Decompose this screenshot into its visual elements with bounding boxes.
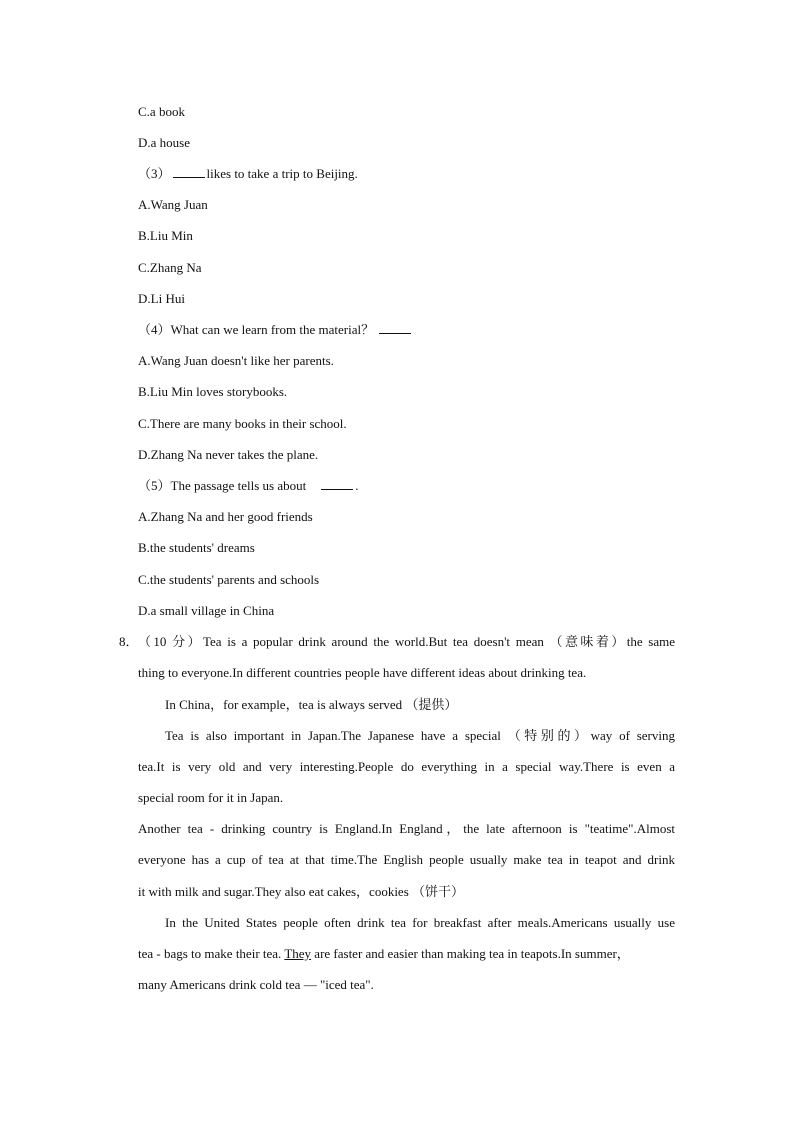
passage-line-2: thing to everyone.In different countries people have different ideas about drinking tea. (138, 665, 587, 680)
sub3-option-d: D.Li Hui (138, 291, 185, 306)
underlined-word-they: They (284, 946, 312, 961)
passage-line-11-start: tea - bags to make their tea. (138, 946, 282, 961)
sub5-option-a: A.Zhang Na and her good friends (138, 509, 313, 524)
passage-line-10: In the United States people often drink tea for breakfast after meals.Americans usually use (165, 915, 675, 930)
passage-line-4: Tea is also important in Japan.The Japanese have a special （特别的）way of serving (165, 728, 675, 743)
question-8-number: 8． (119, 634, 139, 649)
subquestion-4-text: （4）What can we learn from the material？ (138, 322, 375, 337)
sub4-option-d: D.Zhang Na never takes the plane. (138, 447, 319, 462)
option-c-book: C.a book (138, 104, 185, 119)
sub4-option-a: A.Wang Juan doesn't like her parents. (138, 353, 334, 368)
passage-line-7: Another tea - drinking country is England.In England，the late afternoon is "teatime".Almost (138, 821, 675, 836)
sub3-option-a: A.Wang Juan (138, 197, 208, 212)
subquestion-5-end: . (355, 478, 359, 493)
answer-blank (173, 165, 205, 178)
sub4-option-b: B.Liu Min loves storybooks. (138, 384, 288, 399)
subquestion-3-text: likes to take a trip to Beijing. (206, 166, 358, 181)
passage-line-11 (138, 945, 630, 963)
sub3-option-c: C.Zhang Na (138, 260, 202, 275)
option-d-house: D.a house (138, 135, 190, 150)
answer-blank (321, 477, 353, 490)
passage-line-11-end: are faster and easier than making tea in teapots.In summer， (314, 946, 630, 961)
sub5-option-c: C.the students' parents and schools (138, 572, 320, 587)
sub4-option-c: C.There are many books in their school. (138, 416, 347, 431)
passage-line-12: many Americans drink cold tea — "iced tea". (138, 977, 374, 992)
passage-line-1: （10 分）Tea is a popular drink around the world.But tea doesn't mean （意味着）the same (138, 634, 675, 649)
sub3-option-b: B.Liu Min (138, 228, 193, 243)
passage-line-8: everyone has a cup of tea at that time.The English people usually make tea in teapot and drink (138, 852, 675, 867)
passage-line-9: it with milk and sugar.They also eat cakes，cookies （饼干） (138, 884, 465, 899)
sub5-option-d: D.a small village in China (138, 603, 275, 618)
passage-line-5: tea.It is very old and very interesting.People do everything in a special way.There is even a (138, 759, 675, 774)
sub5-option-b: B.the students' dreams (138, 540, 255, 555)
subquestion-5-text: （5）The passage tells us about (138, 478, 307, 493)
subquestion-3-prefix: （3） (138, 166, 171, 181)
answer-blank (379, 321, 411, 334)
passage-line-3: In China，for example，tea is always served （提供） (165, 697, 458, 712)
passage-line-6: special room for it in Japan. (138, 790, 284, 805)
subquestion-5 (138, 477, 359, 495)
subquestion-4 (138, 321, 413, 339)
subquestion-3 (138, 165, 358, 183)
